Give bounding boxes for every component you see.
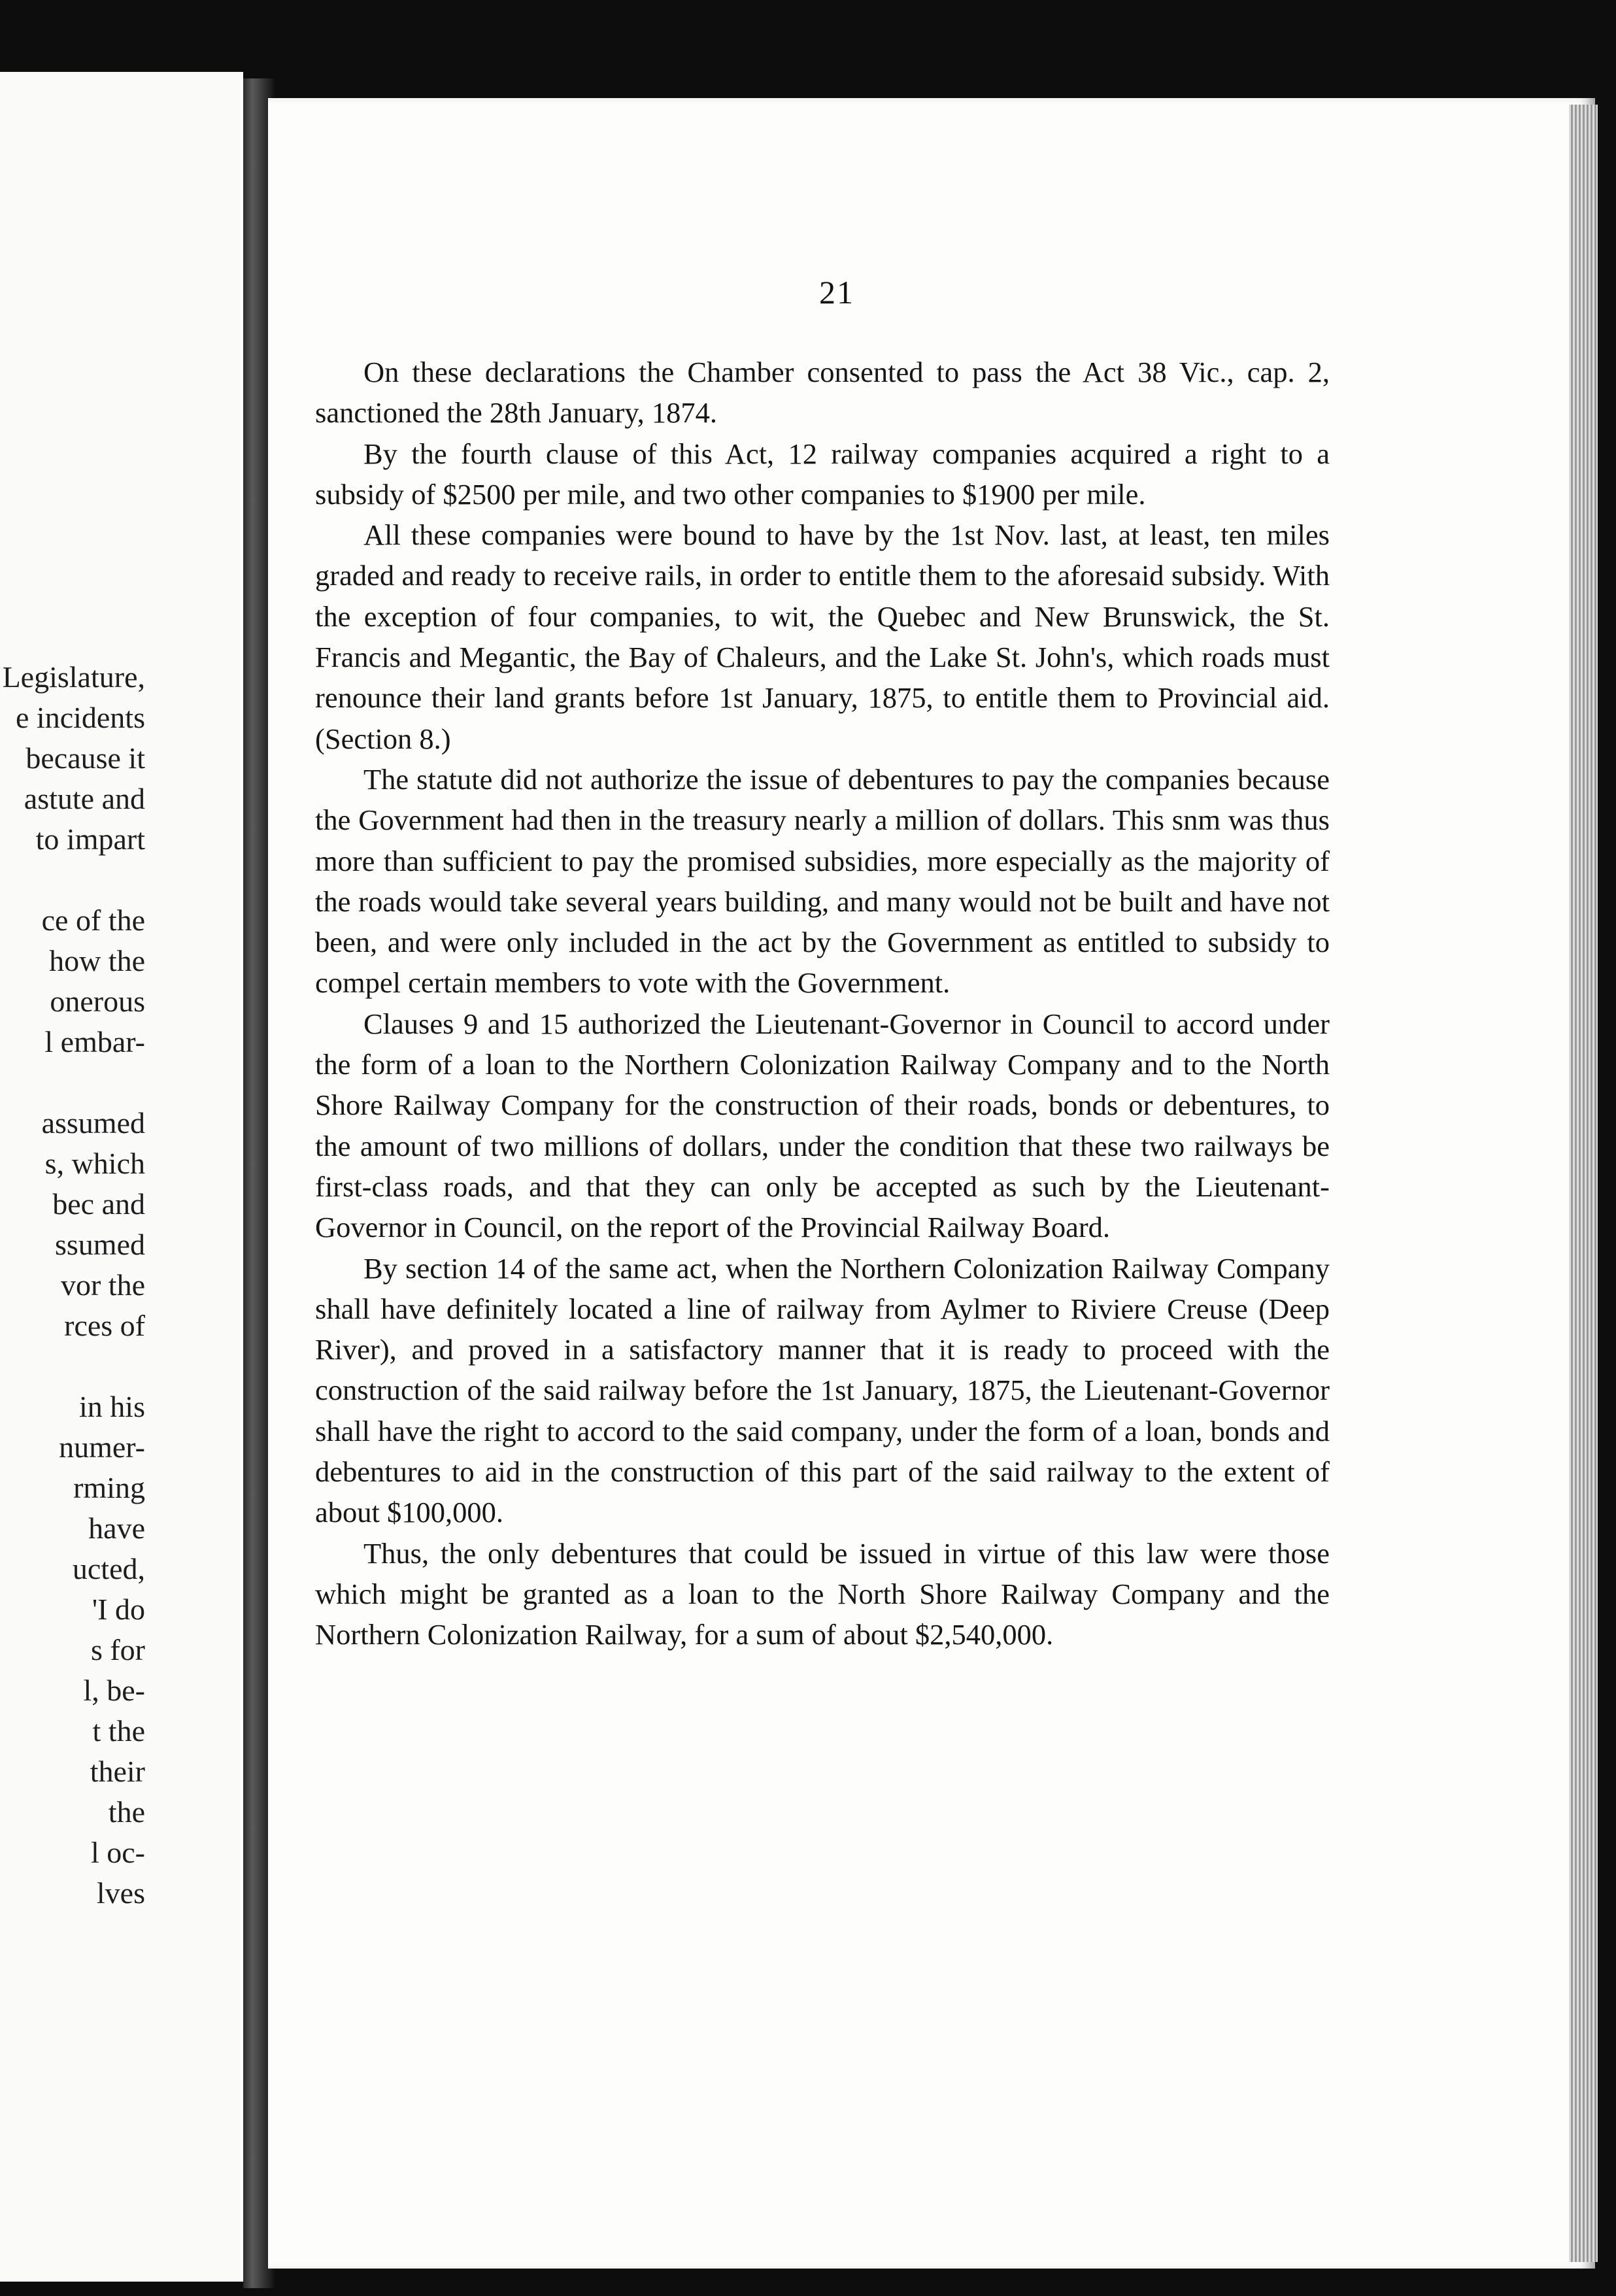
fragment-gap <box>0 1346 145 1387</box>
previous-page-text-fragments <box>0 657 145 1914</box>
page-number: 21 <box>819 274 854 311</box>
fragment-line: bec and <box>52 1187 145 1221</box>
fragment-line: the <box>108 1795 145 1829</box>
fragment-line: s, which <box>44 1147 145 1180</box>
fragment-line: to impart <box>35 822 145 856</box>
fragment-line: lves <box>96 1876 145 1910</box>
fragment-gap <box>0 860 145 900</box>
fragment-line: ssumed <box>55 1228 145 1261</box>
fragment-line: l, be- <box>83 1674 145 1707</box>
fragment-line: in his <box>79 1390 145 1423</box>
fragment-line: l oc- <box>90 1836 145 1869</box>
fragment-line: rming <box>73 1471 145 1504</box>
fragment-line: how the <box>49 944 145 977</box>
paragraph: All these companies were bound to have by the 1st Nov. last, at least, ten miles graded and ready to receive rails, in order to entitle them to the aforesaid subsidy. With the exception of four companies, to wit, the Quebec and New Brunswick, the St. Francis and Megantic, the Bay of Chaleurs, and the Lake St. John's, which roads must renounce their land grants before 1st January, 1875, to entitle them to Provincial aid. (Section 8.) <box>315 518 1330 755</box>
fragment-line: Legislature, <box>2 660 145 694</box>
fragment-line: t the <box>92 1714 145 1747</box>
page-stack-edge <box>1569 105 1598 2262</box>
paragraph: The statute did not authorize the issue of debentures to pay the companies because the Government had then in the treasury nearly a million of dollars. This snm was thus more than sufficient to pay the promised subsidies, more especially as the majority of the roads would take several years building, and many would not be built and have not been, and were only included in the act by the Government as entitled to subsidy to compel certain members to vote with the Government. <box>315 762 1330 1000</box>
fragment-line: vor the <box>60 1268 145 1302</box>
paragraph: By section 14 of the same act, when the Northern Colonization Railway Company shall have definitely located a line of railway from Aylmer to Riviere Creuse (Deep River), and proved in a satisfactory manner that it is ready to proceed with the construction of the said railway before the 1st January, 1875, the Lieutenant-Governor shall have the right to accord to the said company, under the form of a loan, bonds and debentures to aid in the construction of this part of the said railway to the extent of about $100,000. <box>315 1251 1330 1529</box>
fragment-line: ucted, <box>72 1552 145 1585</box>
fragment-line: have <box>88 1511 145 1545</box>
fragment-line: astute and <box>24 782 145 815</box>
previous-page-edge <box>0 72 243 2282</box>
fragment-line: s for <box>90 1633 145 1666</box>
page-body <box>315 352 1330 1655</box>
fragment-line: e incidents <box>16 701 145 734</box>
paragraph: Clauses 9 and 15 authorized the Lieutenant-Governor in Council to accord under the form of a loan to the Northern Colonization Railway Company and to the North Shore Railway Company for the construction of their roads, bonds or debentures, to the amount of two millions of dollars, under the condition that these two railways be first-class roads, and that they can only be accepted as such by the Lieutenant-Governor in Council, on the report of the Provincial Railway Board. <box>315 1007 1330 1244</box>
fragment-line: onerous <box>50 985 145 1018</box>
fragment-line: their <box>90 1755 145 1788</box>
fragment-line: l embar- <box>44 1025 145 1058</box>
fragment-line: numer- <box>59 1430 145 1464</box>
fragment-line: rces of <box>64 1309 145 1342</box>
fragment-gap <box>0 1062 145 1103</box>
fragment-line: assumed <box>41 1106 145 1140</box>
paragraph: By the fourth clause of this Act, 12 railway companies acquired a right to a subsidy of $2500 per mile, and two other companies to $1900 per mile. <box>315 437 1330 511</box>
paragraph: Thus, the only debentures that could be issued in virtue of this law were those which might be granted as a loan to the North Shore Railway Company and the Northern Colonization Railway, for a sum of about $2,540,000. <box>315 1536 1330 1651</box>
fragment-line: because it <box>25 741 145 775</box>
fragment-line: ce of the <box>41 903 145 937</box>
fragment-line: 'I do <box>92 1593 145 1626</box>
paragraph: On these declarations the Chamber consented to pass the Act 38 Vic., cap. 2, sanctioned the 28th January, 1874. <box>315 356 1330 430</box>
